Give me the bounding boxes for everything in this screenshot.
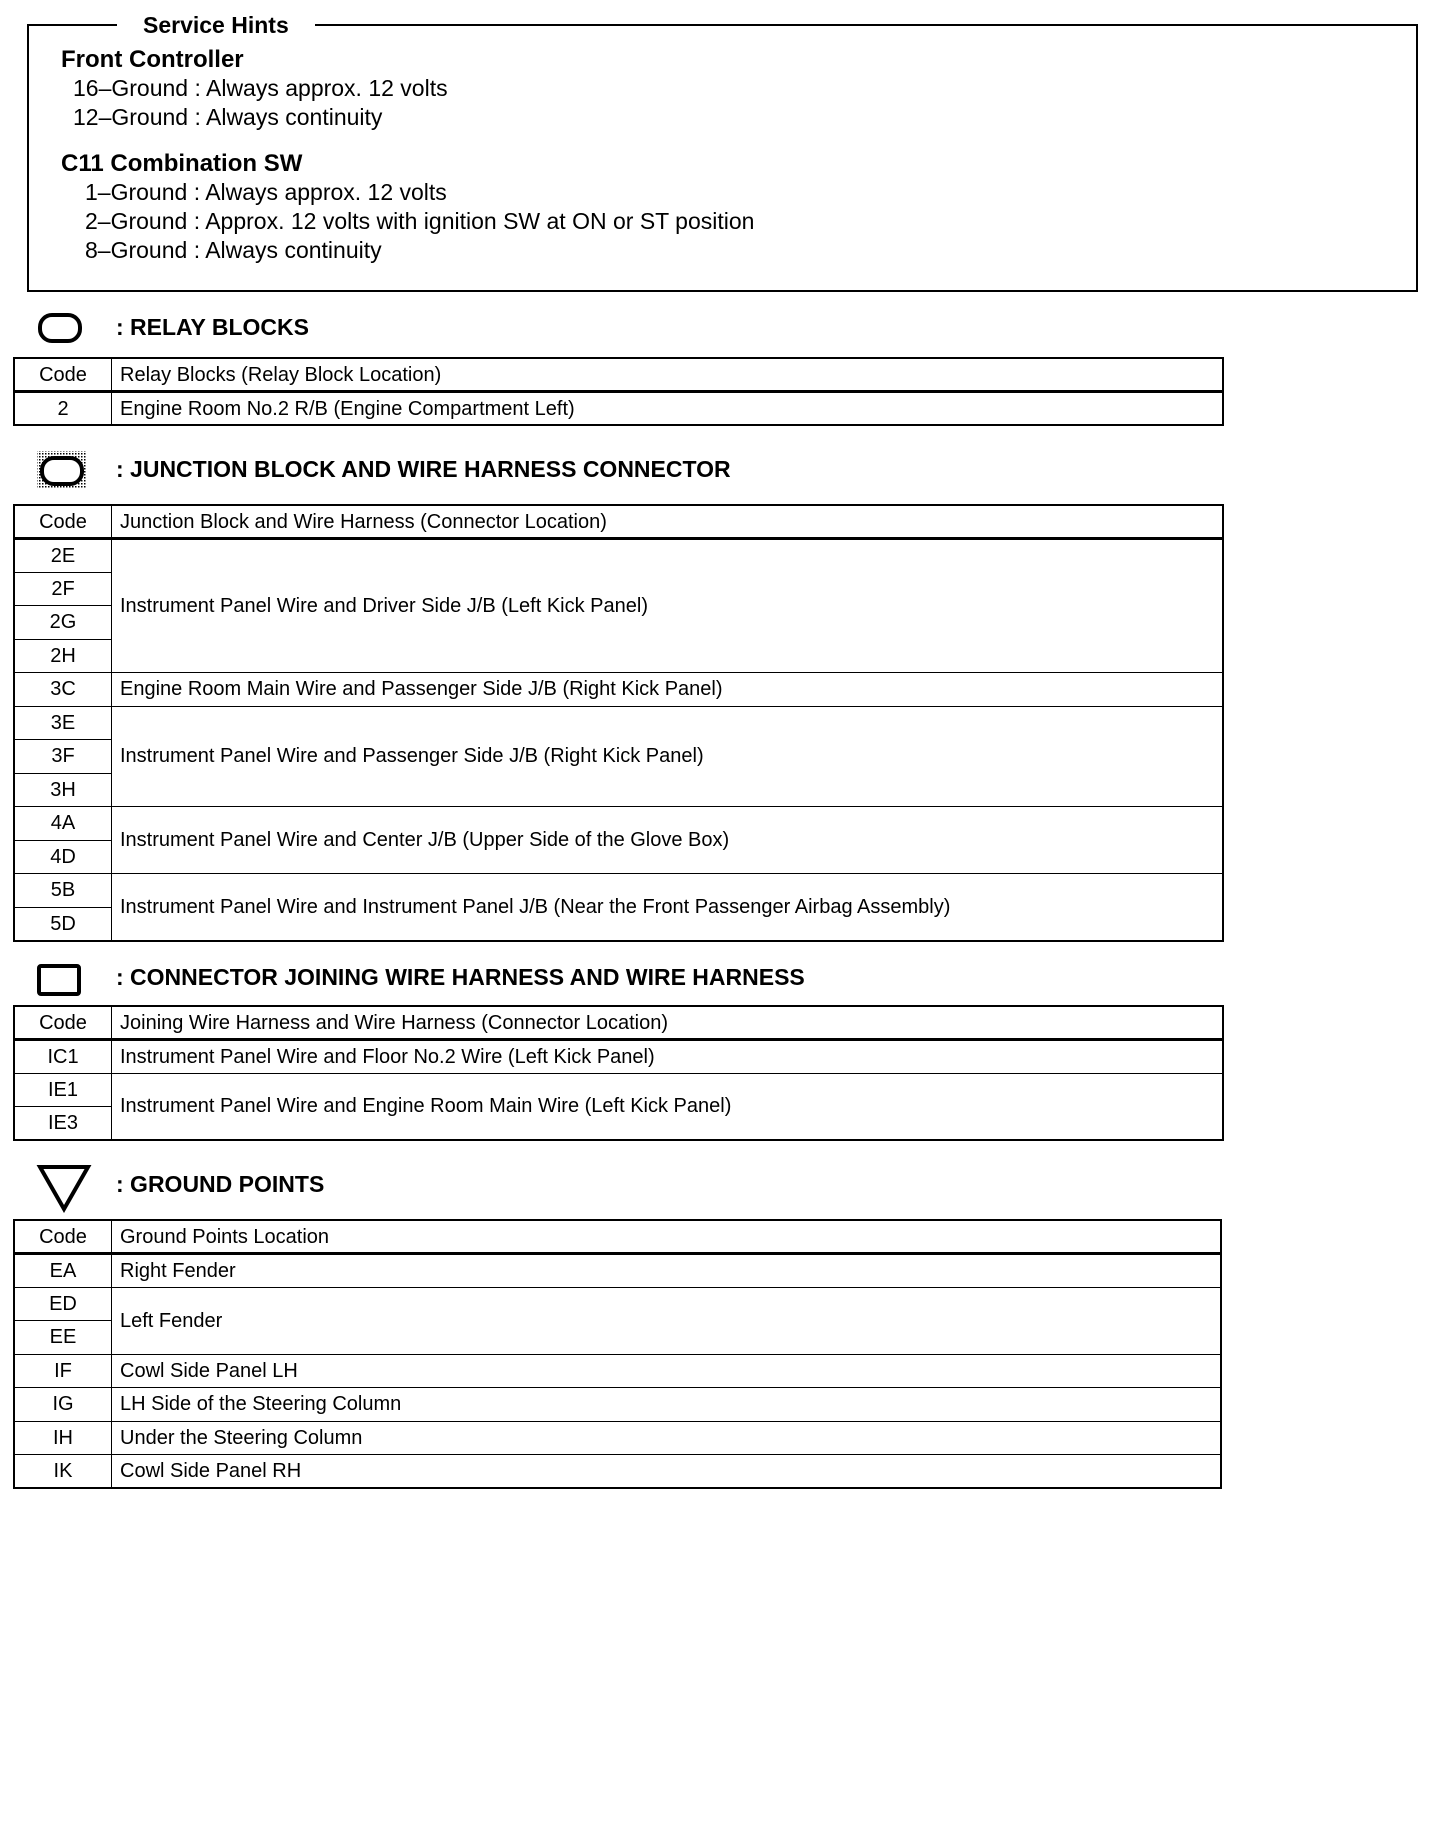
- code-header: Code: [14, 1220, 112, 1254]
- code-cell: IE1: [14, 1073, 112, 1107]
- ground-points-title: : GROUND POINTS: [116, 1171, 325, 1197]
- desc-cell: Cowl Side Panel LH: [112, 1354, 1222, 1388]
- hint-line: 12–Ground : Always continuity: [73, 104, 383, 130]
- table-header-row: [14, 505, 1223, 539]
- hint-line: 16–Ground : Always approx. 12 volts: [73, 75, 448, 101]
- code-header: Code: [14, 358, 112, 392]
- code-cell: 5B: [14, 874, 112, 908]
- ground-points-table: [13, 1219, 1222, 1489]
- table-row: [14, 807, 1223, 841]
- code-cell: 5D: [14, 907, 112, 941]
- junction-block-table: [13, 504, 1224, 942]
- table-row: [14, 673, 1223, 707]
- connector-symbol-icon: [36, 962, 84, 998]
- code-cell: IC1: [14, 1040, 112, 1074]
- table-row: [14, 1287, 1221, 1321]
- table-header-row: [14, 1006, 1223, 1040]
- table-row: [14, 706, 1223, 740]
- junction-block-symbol-icon: [36, 450, 88, 490]
- table-header-row: [14, 1220, 1221, 1254]
- relay-blocks-title: : RELAY BLOCKS: [116, 314, 309, 340]
- code-cell: 2: [14, 392, 112, 426]
- code-cell: IE3: [14, 1107, 112, 1141]
- hint-line: 1–Ground : Always approx. 12 volts: [85, 179, 447, 205]
- desc-cell: Under the Steering Column: [112, 1421, 1222, 1455]
- code-header: Code: [14, 505, 112, 539]
- table-row: [14, 1421, 1221, 1455]
- hint-line: 2–Ground : Approx. 12 volts with ignition SW at ON or ST position: [85, 208, 755, 234]
- table-row: [14, 1388, 1221, 1422]
- service-hints-box: [27, 12, 1418, 292]
- table-row: [14, 874, 1223, 908]
- desc-cell: Left Fender: [112, 1287, 1222, 1354]
- desc-header: Junction Block and Wire Harness (Connector Location): [112, 505, 1224, 539]
- code-cell: 4D: [14, 840, 112, 874]
- desc-cell: Engine Room No.2 R/B (Engine Compartment Left): [112, 392, 1224, 426]
- desc-cell: Instrument Panel Wire and Floor No.2 Wire (Left Kick Panel): [112, 1040, 1224, 1074]
- junction-block-title: : JUNCTION BLOCK AND WIRE HARNESS CONNECTOR: [116, 456, 731, 482]
- desc-cell: LH Side of the Steering Column: [112, 1388, 1222, 1422]
- desc-cell: Instrument Panel Wire and Center J/B (Upper Side of the Glove Box): [112, 807, 1224, 874]
- table-row: [14, 1254, 1221, 1288]
- code-cell: EE: [14, 1321, 112, 1355]
- combination-sw-heading: C11 Combination SW: [61, 150, 303, 177]
- code-cell: IH: [14, 1421, 112, 1455]
- service-hints-title: Service Hints: [117, 12, 315, 38]
- desc-header: Relay Blocks (Relay Block Location): [112, 358, 1224, 392]
- table-row: [14, 1073, 1223, 1107]
- hint-line: 8–Ground : Always continuity: [85, 237, 382, 263]
- front-controller-heading: Front Controller: [61, 46, 244, 73]
- front-controller-hints: [61, 46, 448, 132]
- code-cell: 4A: [14, 807, 112, 841]
- desc-cell: Instrument Panel Wire and Driver Side J/B (Left Kick Panel): [112, 539, 1224, 673]
- relay-blocks-table: [13, 357, 1224, 426]
- desc-cell: Cowl Side Panel RH: [112, 1455, 1222, 1489]
- connector-title: : CONNECTOR JOINING WIRE HARNESS AND WIRE HARNESS: [116, 964, 805, 990]
- code-cell: 3H: [14, 773, 112, 807]
- code-cell: IF: [14, 1354, 112, 1388]
- desc-cell: Instrument Panel Wire and Engine Room Main Wire (Left Kick Panel): [112, 1073, 1224, 1140]
- desc-cell: Instrument Panel Wire and Instrument Panel J/B (Near the Front Passenger Airbag Assembly): [112, 874, 1224, 941]
- desc-header: Joining Wire Harness and Wire Harness (Connector Location): [112, 1006, 1224, 1040]
- code-cell: EA: [14, 1254, 112, 1288]
- code-cell: 2F: [14, 572, 112, 606]
- table-row: [14, 1354, 1221, 1388]
- ground-point-triangle-icon: [36, 1163, 92, 1213]
- connector-table: [13, 1005, 1224, 1141]
- relay-block-symbol-icon: [36, 310, 84, 346]
- code-header: Code: [14, 1006, 112, 1040]
- desc-header: Ground Points Location: [112, 1220, 1222, 1254]
- combination-sw-hints: [61, 150, 754, 265]
- desc-cell: Instrument Panel Wire and Passenger Side J/B (Right Kick Panel): [112, 706, 1224, 807]
- table-header-row: [14, 358, 1223, 392]
- code-cell: 2E: [14, 539, 112, 573]
- code-cell: 3E: [14, 706, 112, 740]
- code-cell: IG: [14, 1388, 112, 1422]
- table-row: [14, 1040, 1223, 1074]
- table-row: [14, 1455, 1221, 1489]
- desc-cell: Right Fender: [112, 1254, 1222, 1288]
- code-cell: 3C: [14, 673, 112, 707]
- code-cell: 3F: [14, 740, 112, 774]
- code-cell: ED: [14, 1287, 112, 1321]
- code-cell: 2G: [14, 606, 112, 640]
- table-row: [14, 392, 1223, 426]
- desc-cell: Engine Room Main Wire and Passenger Side J/B (Right Kick Panel): [112, 673, 1224, 707]
- code-cell: IK: [14, 1455, 112, 1489]
- code-cell: 2H: [14, 639, 112, 673]
- table-row: [14, 539, 1223, 573]
